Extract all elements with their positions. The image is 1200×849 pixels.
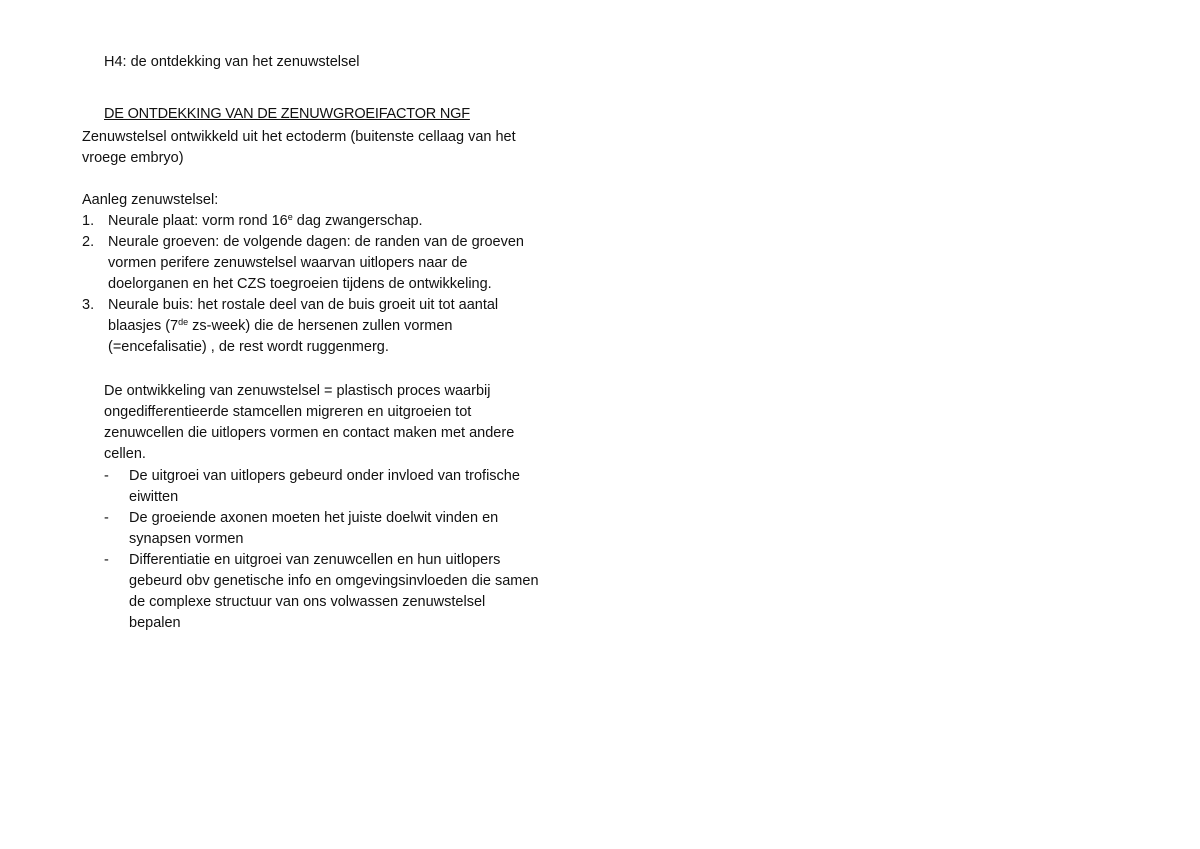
list-item-text: Neurale plaat: vorm rond 16e dag zwangerschap. bbox=[108, 212, 423, 229]
intro-line: vroege embryo) bbox=[82, 150, 184, 166]
dash-bullet: - bbox=[104, 552, 109, 568]
list-item bbox=[104, 550, 584, 634]
list-item-text: bepalen bbox=[129, 615, 181, 631]
list-item-text: Neurale buis: het rostale deel van de buis groeit uit tot aantal bbox=[108, 297, 499, 313]
list-item-text: de complexe structuur van ons volwassen zenuwstelsel bbox=[129, 594, 486, 610]
dash-list bbox=[104, 466, 584, 634]
list-item-text: vormen perifere zenuwstelsel waarvan uitlopers naar de bbox=[108, 255, 468, 271]
dash-bullet: - bbox=[104, 510, 109, 526]
list-item-number: 3. bbox=[82, 297, 95, 313]
paragraph-line: De ontwikkeling van zenuwstelsel = plastisch proces waarbij bbox=[104, 383, 491, 399]
section-title: DE ONTDEKKING VAN DE ZENUWGROEIFACTOR NGF bbox=[104, 106, 470, 122]
list-item bbox=[104, 466, 584, 508]
aanleg-label: Aanleg zenuwstelsel: bbox=[82, 192, 219, 208]
list-item-text: De groeiende axonen moeten het juiste doelwit vinden en bbox=[129, 510, 499, 526]
list-item-text: eiwitten bbox=[129, 489, 179, 505]
list-item bbox=[82, 232, 602, 295]
list-item bbox=[104, 508, 584, 550]
list-item-text: (=encefalisatie) , de rest wordt ruggenmerg. bbox=[108, 339, 389, 355]
list-item-text: synapsen vormen bbox=[129, 531, 244, 547]
list-item-text: doelorganen en het CZS toegroeien tijdens de ontwikkeling. bbox=[108, 276, 492, 292]
list-item-text: blaasjes (7de zs-week) die de hersenen zullen vormen bbox=[108, 317, 453, 334]
paragraph-line: ongedifferentieerde stamcellen migreren en uitgroeien tot bbox=[104, 404, 472, 420]
paragraph-line: zenuwcellen die uitlopers vormen en contact maken met andere bbox=[104, 425, 515, 441]
list-item-number: 1. bbox=[82, 213, 95, 229]
list-item bbox=[82, 211, 602, 232]
dash-bullet: - bbox=[104, 468, 109, 484]
list-item-number: 2. bbox=[82, 234, 95, 250]
list-item bbox=[82, 295, 602, 358]
list-item-text: Neurale groeven: de volgende dagen: de randen van de groeven bbox=[108, 234, 524, 250]
list-item-text: Differentiatie en uitgroei van zenuwcellen en hun uitlopers bbox=[129, 552, 501, 568]
numbered-list bbox=[82, 211, 602, 358]
list-item-text: gebeurd obv genetische info en omgevingsinvloeden die samen bbox=[129, 573, 539, 589]
development-paragraph bbox=[104, 381, 574, 465]
chapter-title: H4: de ontdekking van het zenuwstelsel bbox=[104, 54, 360, 70]
intro-paragraph bbox=[82, 127, 582, 169]
intro-line: Zenuwstelsel ontwikkeld uit het ectoderm (buitenste cellaag van het bbox=[82, 129, 516, 145]
list-item-text: De uitgroei van uitlopers gebeurd onder invloed van trofische bbox=[129, 468, 520, 484]
paragraph-line: cellen. bbox=[104, 446, 146, 462]
